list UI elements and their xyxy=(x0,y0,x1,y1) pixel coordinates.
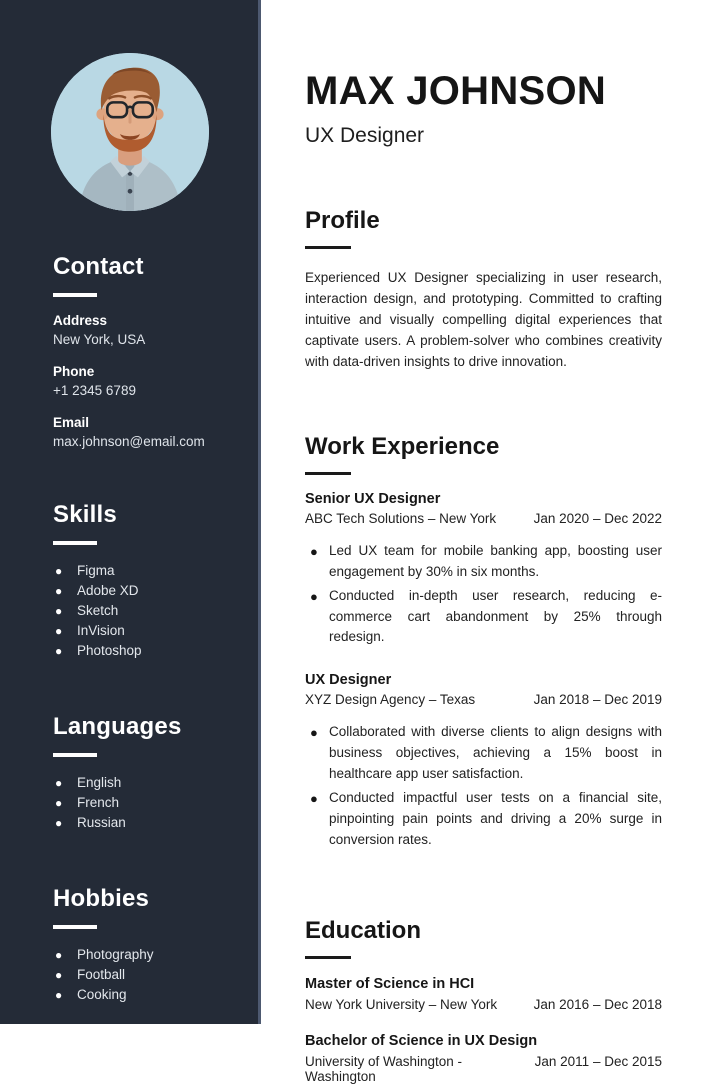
skill-label: Figma xyxy=(77,563,115,578)
skills-heading-rule xyxy=(53,541,97,545)
job-title: UX Designer xyxy=(305,672,392,689)
skills-list xyxy=(53,561,232,661)
profile-section xyxy=(305,207,662,373)
hobbies-heading-rule xyxy=(53,925,97,929)
profile-summary: Experienced UX Designer specializing in user research, interaction design, and prototyping. Committed to crafting intuitive and visually compelling digital experiences that captivate users. A problem-solver who combines creativity with data-driven insights to drive innovation. xyxy=(305,270,662,369)
hobby-label: Photography xyxy=(77,947,154,962)
language-label: English xyxy=(77,775,122,790)
languages-list xyxy=(53,773,232,833)
job-bullet-list xyxy=(305,722,662,851)
job-meta-row xyxy=(305,511,662,526)
person-title: UX Designer xyxy=(305,124,425,148)
skills-heading: Skills xyxy=(53,501,117,528)
education-meta-row xyxy=(305,1054,662,1084)
bullet-text: Conducted impactful user tests on a financial site, pinpointing pain points and driving a 20% surge in conversion rates. xyxy=(329,790,662,848)
skills-section xyxy=(53,501,232,661)
bullet-icon: ● xyxy=(310,725,318,741)
bullet-text: Conducted in-depth user research, reducing e-commerce cart abandonment by 25% through redesign. xyxy=(329,587,662,645)
phone-label: Phone xyxy=(53,364,95,379)
contact-section xyxy=(53,253,232,449)
school-name: University of Washington - Washington xyxy=(305,1053,463,1084)
job-dates: Jan 2018 – Dec 2019 xyxy=(533,692,662,708)
email-label: Email xyxy=(53,415,90,430)
education-heading-rule xyxy=(305,956,351,959)
profile-photo-illustration xyxy=(51,53,209,211)
skill-label: InVision xyxy=(77,623,125,638)
skill-label: Photoshop xyxy=(77,643,142,658)
bullet-item xyxy=(305,722,662,785)
hobbies-heading: Hobbies xyxy=(53,885,150,912)
main-column xyxy=(305,0,662,1084)
bullet-icon: ● xyxy=(55,584,63,598)
bullet-text: Collaborated with diverse clients to align designs with business objectives, achieving a 15% boost in healthcare app user satisfaction. xyxy=(329,724,662,782)
education-entry xyxy=(305,1033,662,1084)
job-bullet-list xyxy=(305,541,662,649)
bullet-icon: ● xyxy=(55,776,63,790)
job-dates: Jan 2020 – Dec 2022 xyxy=(533,510,662,526)
hobbies-list xyxy=(53,945,232,1005)
languages-heading-rule xyxy=(53,753,97,757)
address-value: New York, USA xyxy=(53,332,146,347)
list-item xyxy=(53,641,232,661)
hobby-label: Football xyxy=(77,967,126,982)
school-name: New York University – New York xyxy=(305,996,498,1012)
list-item xyxy=(53,773,232,793)
list-item xyxy=(53,561,232,581)
job-title: Senior UX Designer xyxy=(305,490,441,507)
education-heading: Education xyxy=(305,916,422,944)
bullet-item xyxy=(305,586,662,649)
bullet-icon: ● xyxy=(55,644,63,658)
bullet-icon: ● xyxy=(55,796,63,810)
address-label: Address xyxy=(53,313,108,328)
job-company: ABC Tech Solutions – New York xyxy=(305,510,497,526)
contact-address-group xyxy=(53,313,232,347)
phone-value: +1 2345 6789 xyxy=(53,383,136,398)
list-item xyxy=(53,965,232,985)
education-dates: Jan 2011 – Dec 2015 xyxy=(534,1053,662,1069)
person-name: MAX JOHNSON xyxy=(305,69,607,113)
bullet-icon: ● xyxy=(310,588,318,604)
bullet-icon: ● xyxy=(55,948,63,962)
list-item xyxy=(53,813,232,833)
degree-title: Bachelor of Science in UX Design xyxy=(305,1032,538,1049)
job-meta-row xyxy=(305,692,662,707)
job-entry xyxy=(305,491,662,649)
education-dates: Jan 2016 – Dec 2018 xyxy=(533,996,662,1012)
bullet-item xyxy=(305,541,662,583)
list-item xyxy=(53,621,232,641)
job-company: XYZ Design Agency – Texas xyxy=(305,692,476,708)
contact-phone-group xyxy=(53,364,232,398)
profile-heading: Profile xyxy=(305,207,380,235)
skill-label: Adobe XD xyxy=(77,583,139,598)
list-item xyxy=(53,985,232,1005)
bullet-icon: ● xyxy=(55,564,63,578)
languages-section xyxy=(53,713,232,833)
work-experience-section xyxy=(305,433,662,851)
hobbies-section xyxy=(53,885,232,1005)
work-experience-heading: Work Experience xyxy=(305,432,500,460)
profile-heading-rule xyxy=(305,246,351,249)
bullet-item xyxy=(305,788,662,851)
education-section xyxy=(305,917,662,1084)
bullet-icon: ● xyxy=(55,988,63,1002)
language-label: French xyxy=(77,795,120,810)
bullet-icon: ● xyxy=(55,816,63,830)
bullet-icon: ● xyxy=(310,543,318,559)
job-entry xyxy=(305,672,662,851)
bullet-text: Led UX team for mobile banking app, boosting user engagement by 30% in six months. xyxy=(329,542,662,579)
email-value: max.johnson@email.com xyxy=(53,434,205,449)
contact-heading-rule xyxy=(53,293,97,297)
list-item xyxy=(53,945,232,965)
degree-title: Master of Science in HCI xyxy=(305,975,475,992)
list-item xyxy=(53,601,232,621)
hobby-label: Cooking xyxy=(77,987,127,1002)
bullet-icon: ● xyxy=(55,968,63,982)
language-label: Russian xyxy=(77,815,126,830)
bullet-icon: ● xyxy=(55,624,63,638)
profile-photo xyxy=(51,53,209,211)
education-entry xyxy=(305,976,662,1012)
languages-heading: Languages xyxy=(53,713,182,740)
contact-heading: Contact xyxy=(53,253,144,280)
sidebar xyxy=(0,0,261,1024)
skill-label: Sketch xyxy=(77,603,119,618)
education-meta-row xyxy=(305,997,662,1012)
bullet-icon: ● xyxy=(55,604,63,618)
list-item xyxy=(53,581,232,601)
bullet-icon: ● xyxy=(310,791,318,807)
list-item xyxy=(53,793,232,813)
contact-email-group xyxy=(53,415,232,449)
work-heading-rule xyxy=(305,472,351,475)
